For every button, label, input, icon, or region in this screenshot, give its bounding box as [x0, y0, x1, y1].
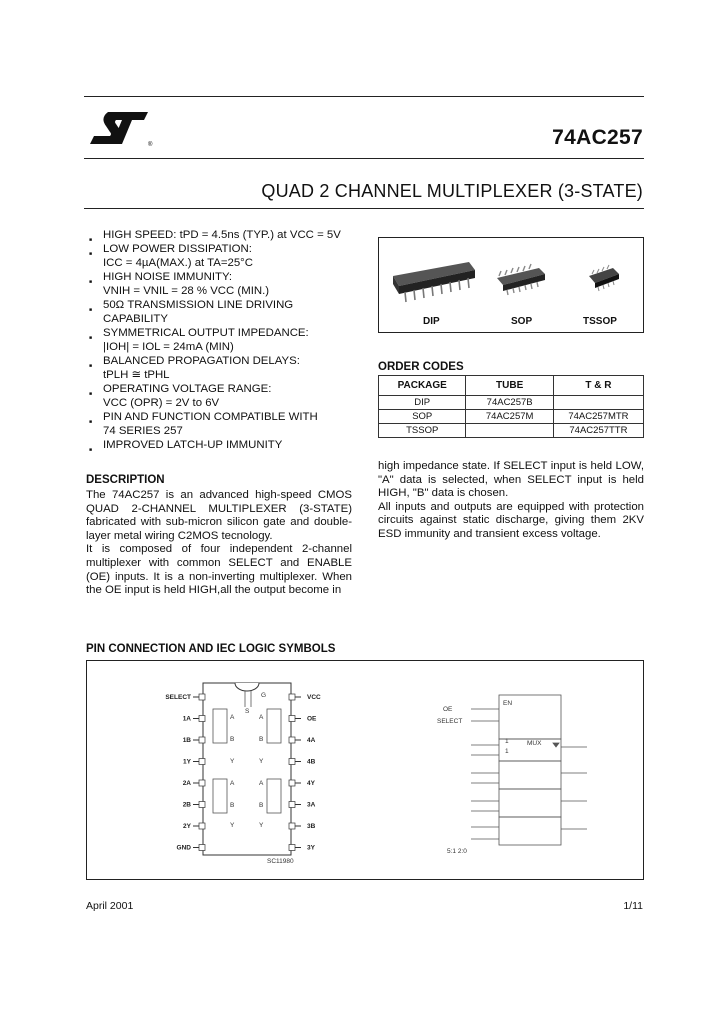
feature-line: OPERATING VOLTAGE RANGE: — [103, 383, 272, 395]
pin-box — [199, 737, 205, 743]
left-pin-label: GND — [176, 844, 191, 852]
part-number: 74AC257 — [552, 126, 643, 149]
pin-box — [199, 845, 205, 851]
right-pin-label: 4Y — [307, 780, 315, 787]
table-cell — [466, 424, 553, 438]
svg-text:1: 1 — [505, 738, 509, 745]
feature-line: SYMMETRICAL OUTPUT IMPEDANCE: — [103, 327, 309, 339]
feature-line: tPLH ≅ tPHL — [103, 369, 170, 381]
feature-item — [86, 228, 366, 242]
svg-text:®: ® — [148, 142, 153, 148]
pin-box — [289, 845, 295, 851]
svg-text:A: A — [259, 780, 264, 787]
table-cell: 74AC257B — [466, 396, 553, 410]
table-cell — [553, 396, 643, 410]
column-header: PACKAGE — [379, 376, 466, 396]
feature-line: HIGH NOISE IMMUNITY: — [103, 271, 233, 283]
title-rule — [84, 208, 644, 209]
feature-line: 50Ω TRANSMISSION LINE DRIVING — [103, 299, 294, 311]
svg-text:B: B — [230, 736, 235, 743]
table-cell: 74AC257MTR — [553, 410, 643, 424]
description-paragraph-3: high impedance state. If SELECT input is held LOW, "A" data is selected, when SELECT input is held HIGH, "B" data is chosen. — [378, 460, 644, 500]
right-pin-label: 4A — [307, 737, 316, 744]
pin-box — [289, 780, 295, 786]
left-pin-label: 2Y — [183, 823, 191, 830]
svg-text:A: A — [230, 714, 235, 721]
left-pin-label: 1A — [182, 715, 191, 723]
svg-text:1: 1 — [505, 748, 509, 755]
table-row — [379, 424, 644, 438]
table-cell: SOP — [379, 410, 466, 424]
right-pin-label: 3Y — [307, 844, 315, 852]
iec-logic-symbol — [471, 695, 587, 845]
sop-label: SOP — [511, 316, 533, 327]
feature-item — [86, 270, 366, 298]
column-header: T & R — [553, 376, 643, 396]
feature-line: |IOH| = IOL = 24mA (MIN) — [103, 341, 234, 353]
pin-box — [199, 802, 205, 808]
left-pin-label: 1Y — [183, 758, 191, 766]
right-pin-label: 4B — [307, 758, 316, 766]
description-paragraph-4: All inputs and outputs are equipped with protection circuits against static discharge, giving them 2KV ESD immunity and transient excess voltage. — [378, 500, 644, 540]
st-logo — [86, 108, 154, 153]
bullet-icon: ■ — [89, 279, 93, 285]
pin-box — [289, 716, 295, 722]
feature-line: CAPABILITY — [103, 313, 168, 325]
order-codes-heading: ORDER CODES — [378, 361, 464, 373]
svg-text:OE: OE — [443, 706, 453, 713]
feature-line: BALANCED PROPAGATION DELAYS: — [103, 355, 300, 367]
feature-line: HIGH SPEED: tPD = 4.5ns (TYP.) at VCC = 5V — [103, 229, 341, 241]
feature-item — [86, 410, 366, 438]
order-table-header-row — [379, 376, 644, 396]
feature-line: IMPROVED LATCH-UP IMMUNITY — [103, 439, 283, 451]
right-pin-label: 3A — [307, 801, 316, 809]
pin-box — [199, 716, 205, 722]
description-left-column — [86, 489, 352, 598]
pin-box — [199, 780, 205, 786]
bullet-icon: ■ — [89, 419, 93, 425]
svg-text:Y: Y — [230, 822, 235, 829]
svg-text:SELECT: SELECT — [437, 718, 463, 725]
feature-item — [86, 326, 366, 354]
dip-pinout-diagram — [165, 683, 321, 855]
pin-box — [199, 759, 205, 765]
column-header: TUBE — [466, 376, 553, 396]
bullet-icon: ■ — [89, 335, 93, 341]
description-right-column — [378, 460, 644, 542]
footer-page-number: 1/11 — [623, 900, 643, 912]
bullet-icon: ■ — [89, 307, 93, 313]
dip-package-image — [393, 262, 475, 302]
dip-figure-code: SC11980 — [267, 858, 294, 865]
svg-text:A: A — [259, 714, 264, 721]
feature-item — [86, 382, 366, 410]
order-codes-table — [378, 375, 644, 438]
svg-text:B: B — [230, 802, 235, 809]
svg-text:EN: EN — [503, 700, 513, 707]
pin-diagram-svg — [87, 661, 643, 879]
table-cell: TSSOP — [379, 424, 466, 438]
dip-label: DIP — [423, 316, 440, 327]
right-pin-label: VCC — [307, 694, 321, 701]
left-pin-label: 2B — [182, 801, 191, 809]
pin-box — [289, 802, 295, 808]
bullet-icon: ■ — [89, 237, 93, 243]
feature-item — [86, 438, 366, 452]
pin-connection-heading: PIN CONNECTION AND IEC LOGIC SYMBOLS — [86, 643, 336, 655]
feature-line: VNIH = VNIL = 28 % VCC (MIN.) — [103, 285, 270, 297]
svg-text:Y: Y — [259, 822, 264, 829]
svg-text:B: B — [259, 736, 264, 743]
svg-text:B: B — [259, 802, 264, 809]
table-cell: 74AC257TTR — [553, 424, 643, 438]
package-images — [378, 237, 644, 333]
svg-text:Y: Y — [259, 758, 264, 765]
svg-text:S: S — [245, 708, 250, 715]
feature-line: VCC (OPR) = 2V to 6V — [103, 397, 220, 409]
header-rule — [84, 158, 644, 159]
tssop-label: TSSOP — [583, 316, 617, 327]
bullet-icon: ■ — [89, 447, 93, 453]
table-cell: DIP — [379, 396, 466, 410]
tssop-package-image — [589, 265, 619, 291]
table-row — [379, 410, 644, 424]
right-pin-label: 3B — [307, 823, 316, 830]
table-cell: 74AC257M — [466, 410, 553, 424]
bullet-icon: ■ — [89, 251, 93, 257]
feature-line: ICC = 4µA(MAX.) at TA=25°C — [103, 257, 253, 269]
feature-item — [86, 298, 366, 326]
top-rule — [84, 96, 644, 97]
pin-connection-box — [86, 660, 644, 880]
footer-date: April 2001 — [86, 900, 134, 912]
document-title: QUAD 2 CHANNEL MULTIPLEXER (3-STATE) — [261, 181, 643, 201]
sop-package-image — [497, 264, 545, 295]
right-pin-label: OE — [307, 715, 317, 723]
svg-text:Y: Y — [230, 758, 235, 765]
pin-box — [199, 694, 205, 700]
description-paragraph-2: It is composed of four independent 2-channel multiplexer with common SELECT and ENABLE (OE) inputs. It is a non-inverting multiplexer. When the OE input is held HIGH,all the output become in — [86, 543, 352, 597]
feature-item — [86, 242, 366, 270]
svg-text:A: A — [230, 780, 235, 787]
feature-line: LOW POWER DISSIPATION: — [103, 243, 252, 255]
pin-box — [289, 694, 295, 700]
pin-box — [289, 759, 295, 765]
bullet-icon: ■ — [89, 363, 93, 369]
features-list — [86, 228, 366, 452]
description-heading: DESCRIPTION — [86, 474, 165, 486]
iec-figure-code: 5:1 2:0 — [447, 848, 467, 855]
table-row — [379, 396, 644, 410]
left-pin-label: 2A — [182, 780, 191, 787]
feature-line: 74 SERIES 257 — [103, 425, 183, 437]
pin-box — [289, 737, 295, 743]
description-paragraph-1: The 74AC257 is an advanced high-speed CMOS QUAD 2-CHANNEL MULTIPLEXER (3-STATE) fabricated with sub-micron silicon gate and double-layer metal wiring C2MOS tecnology. — [86, 489, 352, 542]
svg-text:G: G — [261, 692, 267, 699]
pin-box — [199, 823, 205, 829]
feature-item — [86, 354, 366, 382]
svg-text:MUX: MUX — [527, 740, 542, 747]
bullet-icon: ■ — [89, 391, 93, 397]
feature-line: PIN AND FUNCTION COMPATIBLE WITH — [103, 411, 318, 423]
iec-symbol-labels — [437, 700, 542, 755]
pin-box — [289, 823, 295, 829]
left-pin-label: 1B — [182, 737, 191, 744]
left-pin-label: SELECT — [165, 694, 191, 701]
